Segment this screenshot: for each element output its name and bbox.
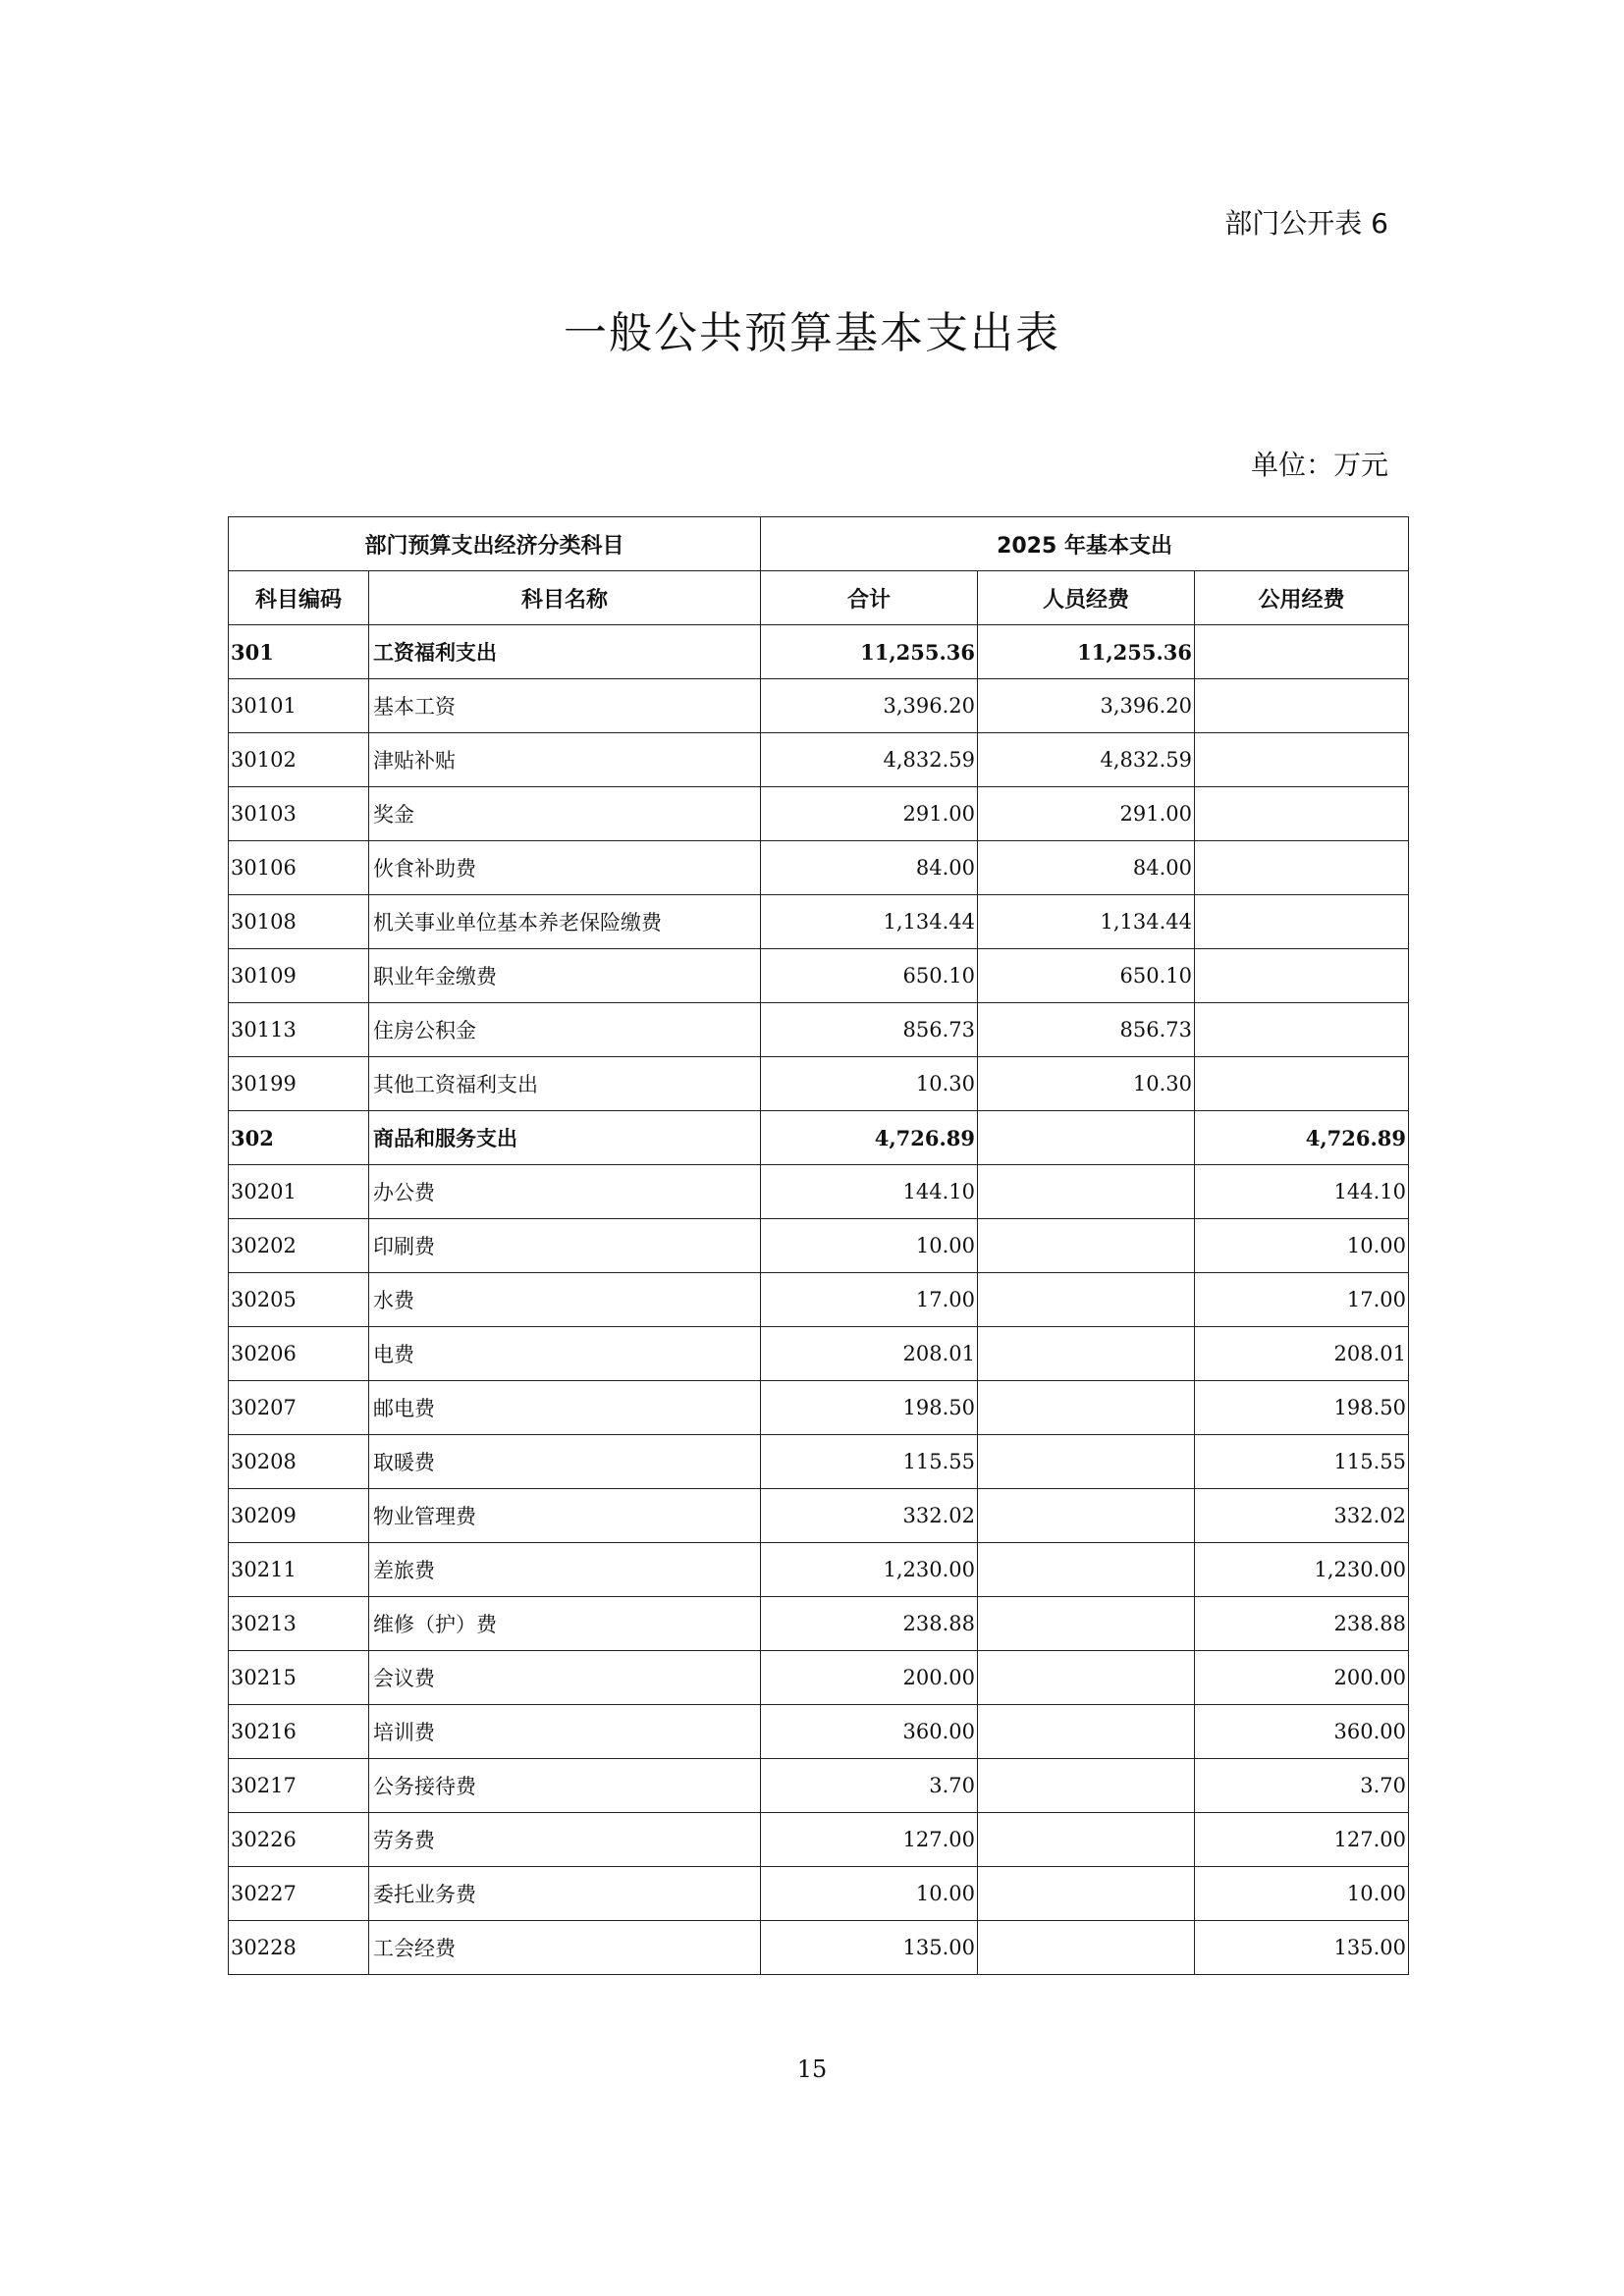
row-total: 10.30 — [761, 1057, 978, 1111]
row-name: 职业年金缴费 — [369, 949, 761, 1003]
row-total: 17.00 — [761, 1273, 978, 1327]
row-code: 301 — [229, 625, 369, 679]
row-name: 印刷费 — [369, 1219, 761, 1273]
page-number: 15 — [796, 2056, 828, 2083]
row-public: 10.00 — [1195, 1219, 1409, 1273]
row-total: 291.00 — [761, 787, 978, 841]
row-public: 208.01 — [1195, 1327, 1409, 1381]
header-personnel: 人员经费 — [978, 571, 1195, 625]
row-public: 17.00 — [1195, 1273, 1409, 1327]
header-code: 科目编码 — [229, 571, 369, 625]
row-name: 差旅费 — [369, 1543, 761, 1597]
row-personnel: 3,396.20 — [978, 679, 1195, 733]
row-public: 1,230.00 — [1195, 1543, 1409, 1597]
row-personnel — [978, 1921, 1195, 1975]
row-total: 10.00 — [761, 1219, 978, 1273]
row-code: 30101 — [229, 679, 369, 733]
row-public: 198.50 — [1195, 1381, 1409, 1435]
row-total: 84.00 — [761, 841, 978, 895]
row-personnel: 10.30 — [978, 1057, 1195, 1111]
row-name: 伙食补助费 — [369, 841, 761, 895]
row-total: 1,230.00 — [761, 1543, 978, 1597]
row-total: 1,134.44 — [761, 895, 978, 949]
row-personnel: 1,134.44 — [978, 895, 1195, 949]
table-row — [229, 895, 1409, 949]
row-name: 取暖费 — [369, 1435, 761, 1489]
row-personnel — [978, 1381, 1195, 1435]
header-row-columns — [229, 571, 1409, 625]
row-code: 30205 — [229, 1273, 369, 1327]
row-public: 332.02 — [1195, 1489, 1409, 1543]
row-name: 会议费 — [369, 1651, 761, 1705]
row-total: 238.88 — [761, 1597, 978, 1651]
row-public — [1195, 1003, 1409, 1057]
table-row — [229, 1759, 1409, 1813]
header-public: 公用经费 — [1195, 571, 1409, 625]
row-public: 135.00 — [1195, 1921, 1409, 1975]
page-title: 一般公共预算基本支出表 — [564, 308, 1060, 358]
row-total: 4,726.89 — [761, 1111, 978, 1165]
row-public: 360.00 — [1195, 1705, 1409, 1759]
table-row — [229, 625, 1409, 679]
table-row — [229, 841, 1409, 895]
row-personnel: 84.00 — [978, 841, 1195, 895]
row-name: 水费 — [369, 1273, 761, 1327]
row-total: 144.10 — [761, 1165, 978, 1219]
row-code: 30215 — [229, 1651, 369, 1705]
row-personnel — [978, 1111, 1195, 1165]
table-row — [229, 1867, 1409, 1921]
row-code: 30113 — [229, 1003, 369, 1057]
row-public — [1195, 841, 1409, 895]
table-row — [229, 1705, 1409, 1759]
row-public: 4,726.89 — [1195, 1111, 1409, 1165]
table-row — [229, 1435, 1409, 1489]
row-code: 30211 — [229, 1543, 369, 1597]
header-total: 合计 — [761, 571, 978, 625]
table-row — [229, 1813, 1409, 1867]
row-name: 机关事业单位基本养老保险缴费 — [369, 895, 761, 949]
row-code: 30207 — [229, 1381, 369, 1435]
header-name: 科目名称 — [369, 571, 761, 625]
header-row-group — [229, 517, 1409, 571]
table-row — [229, 1111, 1409, 1165]
row-name: 津贴补贴 — [369, 733, 761, 787]
row-public: 238.88 — [1195, 1597, 1409, 1651]
budget-table — [228, 516, 1409, 1975]
row-code: 30106 — [229, 841, 369, 895]
row-name: 公务接待费 — [369, 1759, 761, 1813]
row-name: 工会经费 — [369, 1921, 761, 1975]
row-total: 208.01 — [761, 1327, 978, 1381]
row-code: 30202 — [229, 1219, 369, 1273]
row-personnel — [978, 1489, 1195, 1543]
row-code: 30208 — [229, 1435, 369, 1489]
row-personnel: 11,255.36 — [978, 625, 1195, 679]
row-code: 30209 — [229, 1489, 369, 1543]
row-personnel — [978, 1813, 1195, 1867]
row-personnel — [978, 1165, 1195, 1219]
row-name: 工资福利支出 — [369, 625, 761, 679]
table-row — [229, 733, 1409, 787]
row-total: 4,832.59 — [761, 733, 978, 787]
row-name: 基本工资 — [369, 679, 761, 733]
row-name: 劳务费 — [369, 1813, 761, 1867]
row-total: 198.50 — [761, 1381, 978, 1435]
row-public — [1195, 1057, 1409, 1111]
row-public: 127.00 — [1195, 1813, 1409, 1867]
row-public: 3.70 — [1195, 1759, 1409, 1813]
row-personnel — [978, 1705, 1195, 1759]
table-row — [229, 787, 1409, 841]
row-code: 30226 — [229, 1813, 369, 1867]
table-body — [229, 625, 1409, 1975]
row-name: 奖金 — [369, 787, 761, 841]
table-row — [229, 1489, 1409, 1543]
table-row — [229, 1651, 1409, 1705]
row-code: 30217 — [229, 1759, 369, 1813]
header-basic-expenditure: 2025 年基本支出 — [761, 517, 1409, 571]
row-code: 30228 — [229, 1921, 369, 1975]
table-row — [229, 1165, 1409, 1219]
row-code: 30216 — [229, 1705, 369, 1759]
row-name: 培训费 — [369, 1705, 761, 1759]
table-row — [229, 1219, 1409, 1273]
row-public — [1195, 679, 1409, 733]
table-row — [229, 1273, 1409, 1327]
row-personnel — [978, 1327, 1195, 1381]
row-total: 11,255.36 — [761, 625, 978, 679]
row-total: 10.00 — [761, 1867, 978, 1921]
header-economic-category: 部门预算支出经济分类科目 — [229, 517, 761, 571]
row-public — [1195, 895, 1409, 949]
row-personnel: 4,832.59 — [978, 733, 1195, 787]
row-personnel: 856.73 — [978, 1003, 1195, 1057]
row-code: 30103 — [229, 787, 369, 841]
row-public: 10.00 — [1195, 1867, 1409, 1921]
row-total: 3.70 — [761, 1759, 978, 1813]
row-name: 委托业务费 — [369, 1867, 761, 1921]
row-personnel — [978, 1597, 1195, 1651]
table-row — [229, 1057, 1409, 1111]
document-reference: 部门公开表 6 — [1224, 207, 1388, 240]
row-name: 住房公积金 — [369, 1003, 761, 1057]
row-public — [1195, 787, 1409, 841]
row-code: 30199 — [229, 1057, 369, 1111]
row-personnel: 291.00 — [978, 787, 1195, 841]
row-name: 电费 — [369, 1327, 761, 1381]
row-personnel — [978, 1759, 1195, 1813]
row-name: 办公费 — [369, 1165, 761, 1219]
row-code: 30206 — [229, 1327, 369, 1381]
row-code: 30227 — [229, 1867, 369, 1921]
table-row — [229, 949, 1409, 1003]
row-code: 30108 — [229, 895, 369, 949]
row-total: 115.55 — [761, 1435, 978, 1489]
row-total: 650.10 — [761, 949, 978, 1003]
row-public — [1195, 733, 1409, 787]
row-code: 30102 — [229, 733, 369, 787]
table-row — [229, 1003, 1409, 1057]
row-name: 其他工资福利支出 — [369, 1057, 761, 1111]
row-code: 30109 — [229, 949, 369, 1003]
row-public — [1195, 625, 1409, 679]
row-personnel — [978, 1867, 1195, 1921]
row-personnel — [978, 1651, 1195, 1705]
table-row — [229, 1381, 1409, 1435]
row-total: 360.00 — [761, 1705, 978, 1759]
row-total: 856.73 — [761, 1003, 978, 1057]
row-total: 3,396.20 — [761, 679, 978, 733]
row-total: 135.00 — [761, 1921, 978, 1975]
row-public: 115.55 — [1195, 1435, 1409, 1489]
row-personnel — [978, 1273, 1195, 1327]
table-row — [229, 1921, 1409, 1975]
row-public: 200.00 — [1195, 1651, 1409, 1705]
row-total: 200.00 — [761, 1651, 978, 1705]
table-row — [229, 1597, 1409, 1651]
row-personnel — [978, 1219, 1195, 1273]
row-public — [1195, 949, 1409, 1003]
table-row — [229, 1543, 1409, 1597]
table-row — [229, 1327, 1409, 1381]
row-code: 30213 — [229, 1597, 369, 1651]
unit-label: 单位：万元 — [1250, 449, 1388, 481]
row-total: 127.00 — [761, 1813, 978, 1867]
row-name: 维修（护）费 — [369, 1597, 761, 1651]
row-public: 144.10 — [1195, 1165, 1409, 1219]
row-name: 邮电费 — [369, 1381, 761, 1435]
row-name: 商品和服务支出 — [369, 1111, 761, 1165]
row-code: 30201 — [229, 1165, 369, 1219]
row-name: 物业管理费 — [369, 1489, 761, 1543]
row-personnel — [978, 1543, 1195, 1597]
row-code: 302 — [229, 1111, 369, 1165]
row-total: 332.02 — [761, 1489, 978, 1543]
table-row — [229, 679, 1409, 733]
row-personnel — [978, 1435, 1195, 1489]
row-personnel: 650.10 — [978, 949, 1195, 1003]
